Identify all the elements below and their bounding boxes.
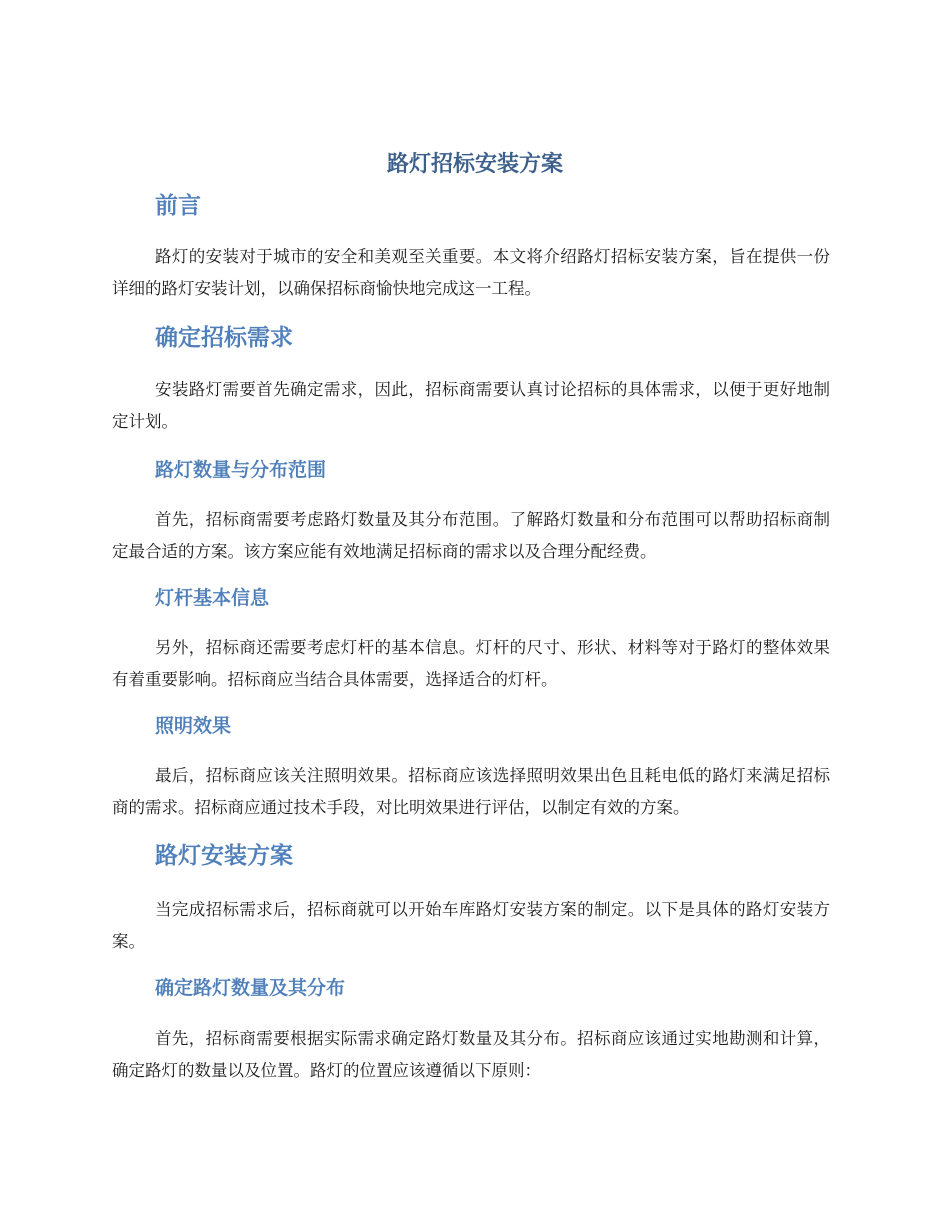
paragraph-quantity: 首先，招标商需要考虑路灯数量及其分布范围。了解路灯数量和分布范围可以帮助招标商制定最合适的方案。该方案应能有效地满足招标商的需求以及合理分配经费。: [112, 510, 830, 561]
heading-preface: 前言: [155, 193, 201, 219]
paragraph-requirements: 安装路灯需要首先确定需求，因此，招标商需要认真讨论招标的具体需求，以便于更好地制定计划。: [112, 380, 830, 431]
heading-lighting: 照明效果: [155, 715, 232, 737]
heading-quantity: 路灯数量与分布范围: [155, 459, 327, 481]
paragraph-lighting: 最后，招标商应该关注照明效果。招标商应该选择照明效果出色且耗电低的路灯来满足招标商的需求。招标商应通过技术手段，对比明效果进行评估，以制定有效的方案。: [112, 766, 830, 817]
paragraph-preface: 路灯的安装对于城市的安全和美观至关重要。本文将介绍路灯招标安装方案，旨在提供一份详细的路灯安装计划，以确保招标商愉快地完成这一工程。: [112, 247, 830, 298]
heading-plan: 路灯安装方案: [155, 843, 293, 869]
paragraph-pole: 另外，招标商还需要考虑灯杆的基本信息。灯杆的尺寸、形状、材料等对于路灯的整体效果有着重要影响。招标商应当结合具体需要，选择适合的灯杆。: [112, 638, 830, 689]
paragraph-distribution: 首先，招标商需要根据实际需求确定路灯数量及其分布。招标商应该通过实地勘测和计算，确定路灯的数量以及位置。路灯的位置应该遵循以下原则：: [112, 1029, 830, 1080]
paragraph-plan: 当完成招标需求后，招标商就可以开始车库路灯安装方案的制定。以下是具体的路灯安装方案。: [112, 900, 830, 951]
heading-distribution: 确定路灯数量及其分布: [155, 977, 346, 999]
heading-requirements: 确定招标需求: [155, 325, 293, 351]
heading-pole: 灯杆基本信息: [155, 587, 270, 609]
document-title: 路灯招标安装方案: [386, 152, 563, 177]
